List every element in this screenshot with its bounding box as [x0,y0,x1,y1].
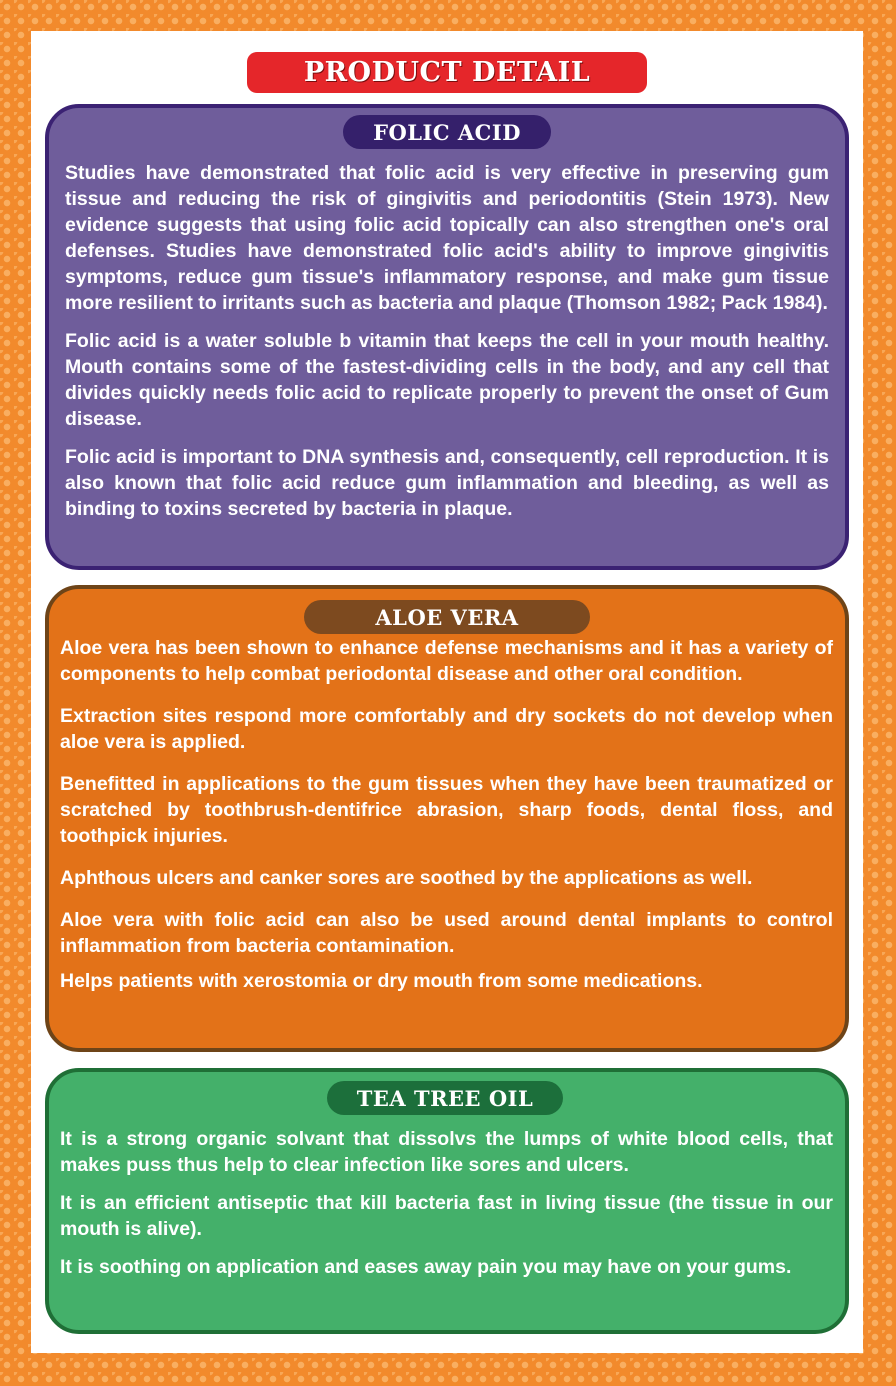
folic-acid-panel [45,104,849,570]
folic-paragraph-2: Folic acid is a water soluble b vitamin that keeps the cell in your mouth healthy. Mouth contains some of the fastest-dividing cells in the body, and any cell that divides quickly needs folic acid to replicate properly to prevent the onset of Gum disease. [65,330,829,430]
aloe-paragraph-5: Aloe vera with folic acid can also be used around dental implants to control inflammation from bacteria contamination. [60,909,833,957]
tea-tree-oil-heading: TEA TREE OIL [327,1081,563,1115]
tea-paragraph-3: It is soothing on application and eases away pain you may have on your gums. [60,1256,792,1278]
aloe-vera-panel [45,585,849,1052]
folic-paragraph-1: Studies have demonstrated that folic acid is very effective in preserving gum tissue and reducing the risk of gingivitis and periodontitis (Stein 1973). New evidence suggests that using folic acid topically can also strengthen one's oral defenses. Studies have demonstrated folic acid's ability to improve gingivitis symptoms, reduce gum tissue's inflammatory response, and make gum tissue more resilient to irritants such as bacteria and plaque (Thomson 1982; Pack 1984). [65,162,829,314]
aloe-paragraph-4: Aphthous ulcers and canker sores are soothed by the applications as well. [60,867,753,889]
folic-acid-heading: FOLIC ACID [343,115,551,149]
aloe-vera-heading: ALOE VERA [304,600,590,634]
page-title: PRODUCT DETAIL [247,52,647,93]
aloe-paragraph-1: Aloe vera has been shown to enhance defense mechanisms and it has a variety of components to help combat periodontal disease and other oral condition. [60,637,833,685]
tea-paragraph-1: It is a strong organic solvant that dissolvs the lumps of white blood cells, that makes puss thus help to clear infection like sores and ulcers. [60,1128,833,1176]
tea-paragraph-2: It is an efficient antiseptic that kill bacteria fast in living tissue (the tissue in our mouth is alive). [60,1192,833,1240]
folic-paragraph-3: Folic acid is important to DNA synthesis and, consequently, cell reproduction. It is also known that folic acid reduce gum inflammation and bleeding, as well as binding to toxins secreted by bacteria in plaque. [65,446,829,520]
aloe-paragraph-3: Benefitted in applications to the gum tissues when they have been traumatized or scratched by toothbrush-dentifrice abrasion, sharp foods, dental floss, and toothpick injuries. [60,773,833,847]
aloe-paragraph-6: Helps patients with xerostomia or dry mouth from some medications. [60,970,703,992]
aloe-paragraph-2: Extraction sites respond more comfortably and dry sockets do not develop when aloe vera is applied. [60,705,833,753]
